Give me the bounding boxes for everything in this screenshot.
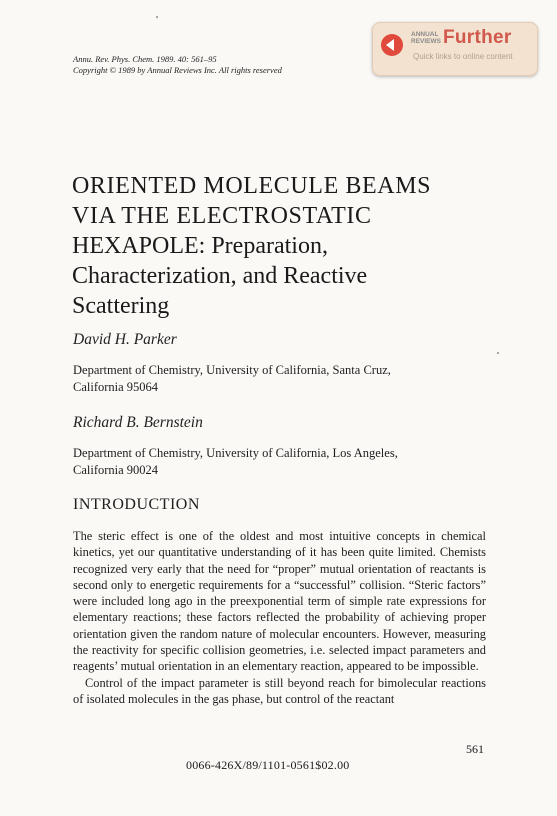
article-title — [72, 171, 492, 321]
title-line-3: HEXAPOLE: Preparation, — [72, 233, 328, 259]
paragraph: The steric effect is one of the oldest and most intuitive concepts in chemical kinetics, yet our quantitative understanding of it has been quite limited. Chemists recognized very early that the need for “proper” mutual orientation of reactants is second only to energetic requirements for a “successful” collision. “Steric factors” were included long ago in the preexponential term of simple rate expressions for elementary reactions; these factors reflected the probability of achieving proper orientation given the random nature of molecular encounters. However, measuring the reactivity for specific collision geometries, i.e. selected impact parameters and reagents’ mutual orientation in an elementary reaction, appeared to be impossible. — [73, 529, 486, 674]
author-name: David H. Parker — [73, 331, 177, 348]
further-links-badge[interactable] — [372, 22, 538, 76]
author-affiliation — [73, 445, 493, 479]
further-subtitle: Quick links to online content — [413, 52, 513, 61]
journal-citation — [73, 54, 282, 76]
author-name: Richard B. Bernstein — [73, 414, 203, 431]
title-line-5: Scattering — [72, 293, 170, 319]
brand-line-2: REVIEWS — [411, 38, 441, 45]
body-text — [73, 528, 486, 707]
back-arrow-icon — [381, 34, 403, 56]
further-wordmark: Further — [443, 27, 512, 48]
affiliation-line-2: California 95064 — [73, 380, 159, 394]
affiliation-line-1: Department of Chemistry, University of California, Los Angeles, — [73, 446, 398, 460]
scan-speck — [156, 16, 158, 18]
page-number: 561 — [466, 742, 484, 756]
affiliation-line-1: Department of Chemistry, University of California, Santa Cruz, — [73, 363, 391, 377]
author-affiliation — [73, 362, 493, 396]
annual-reviews-logo-text — [411, 31, 441, 45]
citation-line-2: Copyright © 1989 by Annual Reviews Inc. All rights reserved — [73, 65, 282, 75]
title-line-1: ORIENTED MOLECULE BEAMS — [72, 173, 432, 199]
title-line-2: VIA THE ELECTROSTATIC — [72, 203, 372, 229]
price-code: 0066-426X/89/1101-0561$02.00 — [186, 758, 350, 772]
brand-line-1: ANNUAL — [411, 31, 439, 38]
affiliation-line-2: California 90024 — [73, 463, 159, 477]
paragraph: Control of the impact parameter is still beyond reach for bimolecular reactions of isolated molecules in the gas phase, but control of the reactant — [73, 675, 486, 706]
scan-speck — [497, 352, 499, 354]
section-heading: INTRODUCTION — [73, 496, 200, 513]
citation-line-1: Annu. Rev. Phys. Chem. 1989. 40: 561–95 — [73, 54, 217, 64]
title-line-4: Characterization, and Reactive — [72, 263, 368, 289]
